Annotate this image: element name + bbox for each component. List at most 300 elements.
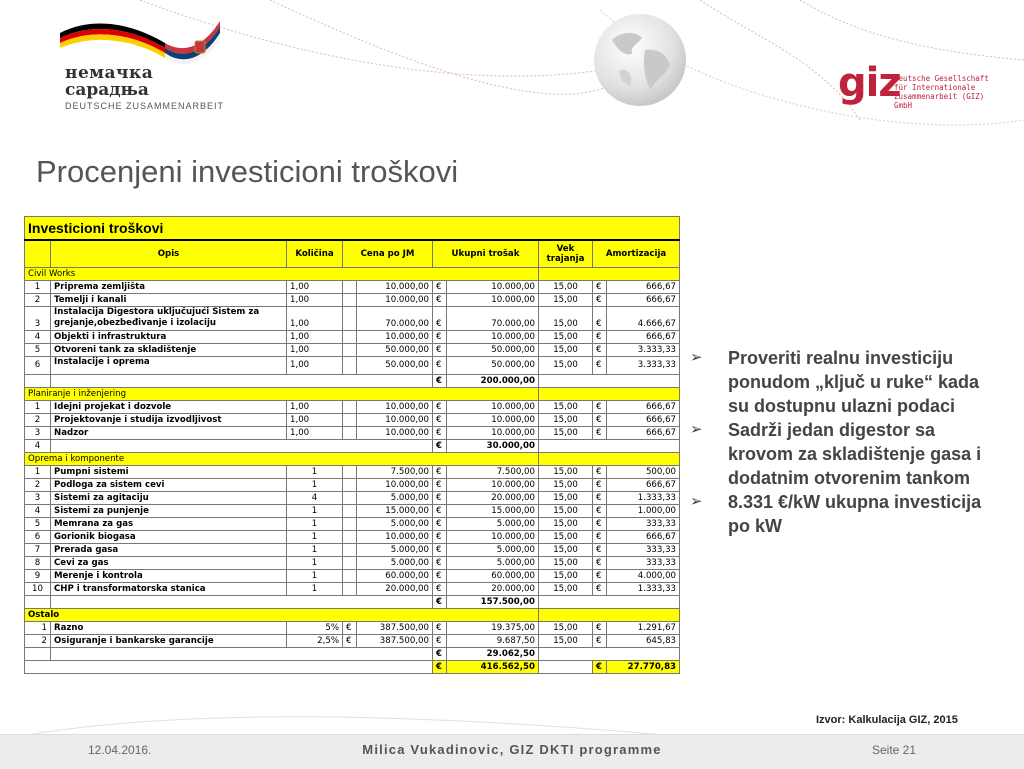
row-price-currency — [343, 414, 357, 427]
section-name: Civil Works — [25, 268, 539, 281]
row-total-currency: € — [433, 635, 447, 648]
row-number: 1 — [25, 622, 51, 635]
row-price: 10.000,00 — [357, 401, 433, 414]
row-total-currency: € — [433, 466, 447, 479]
row-total: 10.000,00 — [447, 427, 539, 440]
row-total: 10.000,00 — [447, 414, 539, 427]
row-number: 3 — [25, 307, 51, 331]
row-total-currency: € — [433, 307, 447, 331]
nemacka-saradnja-logo — [55, 15, 235, 115]
row-number: 10 — [25, 583, 51, 596]
row-total: 5.000,00 — [447, 518, 539, 531]
table-title-row — [25, 217, 680, 241]
row-life: 15,00 — [539, 344, 593, 357]
row-description: Nadzor — [51, 427, 287, 440]
row-amortization: 1.000,00 — [607, 505, 680, 518]
arrow-bullet-icon: ➢ — [690, 493, 703, 510]
row-quantity: 1,00 — [287, 357, 343, 375]
row-life: 15,00 — [539, 505, 593, 518]
row-total-currency: € — [433, 544, 447, 557]
section-row — [25, 388, 680, 401]
row-total-currency: € — [433, 622, 447, 635]
table-row — [25, 583, 680, 596]
row-life: 15,00 — [539, 331, 593, 344]
row-number: 5 — [25, 518, 51, 531]
row-amort-currency: € — [593, 518, 607, 531]
row-price-currency: € — [343, 622, 357, 635]
subtotal-currency: € — [433, 440, 447, 453]
row-number: 7 — [25, 544, 51, 557]
row-amort-currency: € — [593, 570, 607, 583]
row-amort-currency: € — [593, 479, 607, 492]
table-row — [25, 492, 680, 505]
row-total: 20.000,00 — [447, 583, 539, 596]
section-blank — [539, 388, 680, 401]
table-row — [25, 427, 680, 440]
row-price: 10.000,00 — [357, 427, 433, 440]
row-description: Podloga za sistem cevi — [51, 479, 287, 492]
row-price-currency: € — [343, 635, 357, 648]
row-quantity: 1,00 — [287, 344, 343, 357]
subtotal-value: 29.062,50 — [447, 648, 539, 661]
subtotal-number — [25, 375, 51, 388]
logo-line3: DEUTSCHE ZUSAMMENARBEIT — [65, 101, 225, 111]
row-quantity: 2,5% — [287, 635, 343, 648]
row-amortization: 333,33 — [607, 557, 680, 570]
footer-author: Milica Vukadinovic, GIZ DKTI programme — [362, 742, 662, 757]
table-title: Investicioni troškovi — [25, 217, 680, 241]
row-total: 10.000,00 — [447, 531, 539, 544]
row-life: 15,00 — [539, 479, 593, 492]
row-number: 3 — [25, 427, 51, 440]
row-total-currency: € — [433, 492, 447, 505]
header-qty: Količina — [287, 240, 343, 268]
row-number: 2 — [25, 294, 51, 307]
header-price: Cena po JM — [343, 240, 433, 268]
table-row — [25, 414, 680, 427]
row-price: 60.000,00 — [357, 570, 433, 583]
row-life: 15,00 — [539, 531, 593, 544]
row-life: 15,00 — [539, 544, 593, 557]
row-description: Instalacija Digestora uključujući Sistem za grejanje,obezbeđivanje i izolaciju — [51, 307, 287, 331]
subtotal-row — [25, 648, 680, 661]
row-description: Prerada gasa — [51, 544, 287, 557]
row-amortization: 4.666,67 — [607, 307, 680, 331]
row-amortization: 645,83 — [607, 635, 680, 648]
row-price: 10.000,00 — [357, 479, 433, 492]
header-life: Vek trajanja — [539, 240, 593, 268]
logo-line1: немачка — [65, 63, 154, 83]
grand-total-currency: € — [433, 661, 447, 674]
row-amortization: 666,67 — [607, 479, 680, 492]
row-total-currency: € — [433, 331, 447, 344]
bullet-item: ➢ Sadrži jedan digestor sa krovom za skladištenje gasa i dodatnim otvorenim tankom — [690, 420, 982, 488]
row-number: 8 — [25, 557, 51, 570]
row-total: 10.000,00 — [447, 479, 539, 492]
row-price: 5.000,00 — [357, 557, 433, 570]
row-total: 10.000,00 — [447, 294, 539, 307]
subtotal-blank-right — [539, 648, 680, 661]
arrow-bullet-icon: ➢ — [690, 421, 703, 438]
subtotal-value: 200.000,00 — [447, 375, 539, 388]
subtotal-blank-right — [539, 375, 680, 388]
row-description: Idejni projekat i dozvole — [51, 401, 287, 414]
row-price-currency — [343, 281, 357, 294]
row-price-currency — [343, 570, 357, 583]
row-price: 387.500,00 — [357, 622, 433, 635]
row-life: 15,00 — [539, 492, 593, 505]
row-amortization: 666,67 — [607, 331, 680, 344]
row-amortization: 666,67 — [607, 414, 680, 427]
row-number: 4 — [25, 505, 51, 518]
row-number: 9 — [25, 570, 51, 583]
row-price-currency — [343, 427, 357, 440]
row-price: 20.000,00 — [357, 583, 433, 596]
row-total-currency: € — [433, 583, 447, 596]
row-number: 2 — [25, 414, 51, 427]
row-amort-currency: € — [593, 427, 607, 440]
row-total-currency: € — [433, 427, 447, 440]
row-quantity: 1,00 — [287, 427, 343, 440]
table-row — [25, 505, 680, 518]
row-quantity: 1 — [287, 570, 343, 583]
table-row — [25, 294, 680, 307]
flag-ribbon-icon — [55, 15, 225, 65]
row-amort-currency: € — [593, 294, 607, 307]
row-amort-currency: € — [593, 492, 607, 505]
section-row — [25, 609, 680, 622]
row-amortization: 666,67 — [607, 531, 680, 544]
row-number: 4 — [25, 331, 51, 344]
table-row — [25, 518, 680, 531]
row-amortization: 666,67 — [607, 401, 680, 414]
slide-title: Procenjeni investicioni troškovi — [36, 154, 459, 189]
table-row — [25, 531, 680, 544]
row-price: 50.000,00 — [357, 344, 433, 357]
row-amort-currency: € — [593, 357, 607, 375]
row-life: 15,00 — [539, 583, 593, 596]
row-price-currency — [343, 544, 357, 557]
row-total: 50.000,00 — [447, 344, 539, 357]
header-amort: Amortizacija — [593, 240, 680, 268]
row-amortization: 3.333,33 — [607, 357, 680, 375]
row-price-currency — [343, 331, 357, 344]
row-price: 10.000,00 — [357, 531, 433, 544]
row-quantity: 1,00 — [287, 294, 343, 307]
row-price-currency — [343, 294, 357, 307]
row-description: Pumpni sistemi — [51, 466, 287, 479]
row-quantity: 1,00 — [287, 281, 343, 294]
row-description: CHP i transformatorska stanica — [51, 583, 287, 596]
row-quantity: 1 — [287, 518, 343, 531]
row-total: 10.000,00 — [447, 331, 539, 344]
row-description: Otvoreni tank za skladištenje — [51, 344, 287, 357]
row-total-currency: € — [433, 479, 447, 492]
table-row — [25, 307, 680, 331]
subtotal-currency: € — [433, 375, 447, 388]
table-row — [25, 544, 680, 557]
row-quantity: 1,00 — [287, 307, 343, 331]
section-row — [25, 453, 680, 466]
subtotal-blank — [51, 375, 433, 388]
table-row — [25, 622, 680, 635]
row-description: Instalacije i oprema — [51, 357, 287, 375]
subtotal-currency: € — [433, 596, 447, 609]
row-amortization: 666,67 — [607, 427, 680, 440]
table-row — [25, 479, 680, 492]
row-number: 6 — [25, 357, 51, 375]
globe-icon — [590, 10, 690, 110]
row-price-currency — [343, 531, 357, 544]
subtotal-row — [25, 440, 680, 453]
row-price: 10.000,00 — [357, 414, 433, 427]
row-price: 10.000,00 — [357, 331, 433, 344]
grand-total-row — [25, 661, 680, 674]
row-amort-currency: € — [593, 544, 607, 557]
row-total: 70.000,00 — [447, 307, 539, 331]
footer-date: 12.04.2016. — [88, 743, 152, 757]
table-row — [25, 331, 680, 344]
row-amort-currency: € — [593, 466, 607, 479]
row-life: 15,00 — [539, 557, 593, 570]
subtotal-row — [25, 596, 680, 609]
row-price: 7.500,00 — [357, 466, 433, 479]
source-note: Izvor: Kalkulacija GIZ, 2015 — [816, 714, 958, 726]
row-life: 15,00 — [539, 401, 593, 414]
row-life: 15,00 — [539, 622, 593, 635]
row-description: Gorionik biogasa — [51, 531, 287, 544]
row-quantity: 1 — [287, 531, 343, 544]
row-total: 19.375,00 — [447, 622, 539, 635]
giz-line2: für Internationale — [894, 83, 976, 92]
row-price-currency — [343, 583, 357, 596]
row-amort-currency: € — [593, 583, 607, 596]
row-price-currency — [343, 492, 357, 505]
row-amort-currency: € — [593, 414, 607, 427]
row-total-currency: € — [433, 557, 447, 570]
row-description: Osiguranje i bankarske garancije — [51, 635, 287, 648]
row-quantity: 1,00 — [287, 414, 343, 427]
row-price-currency — [343, 401, 357, 414]
row-total-currency: € — [433, 518, 447, 531]
row-amortization: 1.333,33 — [607, 492, 680, 505]
table-row — [25, 466, 680, 479]
row-life: 15,00 — [539, 518, 593, 531]
section-name: Oprema i komponente — [25, 453, 539, 466]
row-price-currency — [343, 518, 357, 531]
row-life: 15,00 — [539, 427, 593, 440]
row-description: Cevi za gas — [51, 557, 287, 570]
row-description: Sistemi za agitaciju — [51, 492, 287, 505]
row-number: 5 — [25, 344, 51, 357]
row-total-currency: € — [433, 414, 447, 427]
row-total: 10.000,00 — [447, 401, 539, 414]
giz-line3: Zusammenarbeit (GIZ) GmbH — [894, 92, 985, 110]
grand-total-value: 416.562,50 — [447, 661, 539, 674]
section-blank — [539, 268, 680, 281]
row-price: 387.500,00 — [357, 635, 433, 648]
row-amort-currency: € — [593, 344, 607, 357]
arrow-bullet-icon: ➢ — [690, 349, 703, 366]
row-amort-currency: € — [593, 331, 607, 344]
section-row — [25, 268, 680, 281]
row-number: 1 — [25, 466, 51, 479]
row-life: 15,00 — [539, 281, 593, 294]
row-amortization: 1.291,67 — [607, 622, 680, 635]
row-price-currency — [343, 505, 357, 518]
table-row — [25, 635, 680, 648]
row-amort-currency: € — [593, 307, 607, 331]
row-price-currency — [343, 557, 357, 570]
row-number: 1 — [25, 401, 51, 414]
row-price: 50.000,00 — [357, 357, 433, 375]
row-amortization: 333,33 — [607, 544, 680, 557]
subtotal-blank-right — [539, 440, 680, 453]
row-total-currency: € — [433, 401, 447, 414]
row-quantity: 1,00 — [287, 401, 343, 414]
row-quantity: 1 — [287, 479, 343, 492]
bullet-item: ➢ Proveriti realnu investiciju ponudom „ključ u ruke“ kada su dostupnu ulazni podaci — [690, 348, 980, 416]
row-description: Projektovanje i studija izvodljivost — [51, 414, 287, 427]
row-total: 5.000,00 — [447, 544, 539, 557]
header-total: Ukupni trošak — [433, 240, 539, 268]
row-price: 10.000,00 — [357, 281, 433, 294]
row-total: 20.000,00 — [447, 492, 539, 505]
grand-amort-value: 27.770,83 — [607, 661, 680, 674]
row-life: 15,00 — [539, 414, 593, 427]
row-total-currency: € — [433, 344, 447, 357]
table-row — [25, 357, 680, 375]
section-blank — [539, 609, 680, 622]
subtotal-number — [25, 596, 51, 609]
row-amortization: 3.333,33 — [607, 344, 680, 357]
row-price: 10.000,00 — [357, 294, 433, 307]
row-life: 15,00 — [539, 570, 593, 583]
row-description: Sistemi za punjenje — [51, 505, 287, 518]
row-price-currency — [343, 479, 357, 492]
subtotal-number: 4 — [25, 440, 51, 453]
row-price: 5.000,00 — [357, 518, 433, 531]
table-row — [25, 570, 680, 583]
table-row — [25, 344, 680, 357]
row-life: 15,00 — [539, 307, 593, 331]
logo-line2: сарадња — [65, 80, 149, 100]
section-name: Planiranje i inženjering — [25, 388, 539, 401]
row-amortization: 1.333,33 — [607, 583, 680, 596]
footer-page-number: Seite 21 — [872, 743, 917, 757]
row-quantity: 1 — [287, 557, 343, 570]
investment-table — [24, 216, 680, 674]
row-amort-currency: € — [593, 635, 607, 648]
row-price: 70.000,00 — [357, 307, 433, 331]
row-price: 5.000,00 — [357, 544, 433, 557]
row-quantity: 5% — [287, 622, 343, 635]
row-amort-currency: € — [593, 557, 607, 570]
row-price-currency — [343, 357, 357, 375]
row-description: Priprema zemljišta — [51, 281, 287, 294]
row-total: 9.687,50 — [447, 635, 539, 648]
row-life: 15,00 — [539, 635, 593, 648]
row-amort-currency: € — [593, 401, 607, 414]
row-life: 15,00 — [539, 294, 593, 307]
row-total: 5.000,00 — [447, 557, 539, 570]
row-amortization: 4.000,00 — [607, 570, 680, 583]
row-total: 50.000,00 — [447, 357, 539, 375]
row-price: 15.000,00 — [357, 505, 433, 518]
subtotal-blank-right — [539, 596, 680, 609]
bullet-list — [690, 346, 990, 538]
section-name: Ostalo — [25, 609, 539, 622]
row-price-currency — [343, 466, 357, 479]
row-amort-currency: € — [593, 505, 607, 518]
row-description: Temelji i kanali — [51, 294, 287, 307]
row-total-currency: € — [433, 357, 447, 375]
subtotal-number — [25, 648, 51, 661]
row-total-currency: € — [433, 294, 447, 307]
subtotal-blank — [51, 596, 433, 609]
row-number: 1 — [25, 281, 51, 294]
row-description: Merenje i kontrola — [51, 570, 287, 583]
row-total-currency: € — [433, 570, 447, 583]
table-row — [25, 401, 680, 414]
row-life: 15,00 — [539, 466, 593, 479]
row-total: 7.500,00 — [447, 466, 539, 479]
row-total: 60.000,00 — [447, 570, 539, 583]
row-quantity: 1 — [287, 505, 343, 518]
row-number: 2 — [25, 479, 51, 492]
grand-amort-currency: € — [593, 661, 607, 674]
row-amortization: 500,00 — [607, 466, 680, 479]
row-quantity: 1 — [287, 583, 343, 596]
row-total-currency: € — [433, 505, 447, 518]
row-total-currency: € — [433, 281, 447, 294]
header-desc: Opis — [51, 240, 287, 268]
row-total: 15.000,00 — [447, 505, 539, 518]
row-description: Objekti i infrastruktura — [51, 331, 287, 344]
row-amortization: 333,33 — [607, 518, 680, 531]
giz-line1: Deutsche Gesellschaft — [894, 74, 989, 83]
row-quantity: 1 — [287, 466, 343, 479]
giz-mark: giz — [838, 60, 901, 106]
subtotal-blank — [51, 648, 433, 661]
giz-logo — [838, 60, 998, 110]
section-blank — [539, 453, 680, 466]
row-quantity: 1 — [287, 544, 343, 557]
row-quantity: 1,00 — [287, 331, 343, 344]
row-amort-currency: € — [593, 281, 607, 294]
subtotal-blank — [51, 440, 433, 453]
row-amortization: 666,67 — [607, 281, 680, 294]
row-price: 5.000,00 — [357, 492, 433, 505]
row-total-currency: € — [433, 531, 447, 544]
row-number: 6 — [25, 531, 51, 544]
subtotal-currency: € — [433, 648, 447, 661]
row-amort-currency: € — [593, 531, 607, 544]
row-quantity: 4 — [287, 492, 343, 505]
grand-total-gap — [539, 661, 593, 674]
subtotal-value: 157.500,00 — [447, 596, 539, 609]
row-amort-currency: € — [593, 622, 607, 635]
row-life: 15,00 — [539, 357, 593, 375]
row-description: Memrana za gas — [51, 518, 287, 531]
row-number: 2 — [25, 635, 51, 648]
row-number: 3 — [25, 492, 51, 505]
bullet-item: ➢ 8.331 €/kW ukupna investicija po kW — [690, 492, 982, 536]
table-header-row — [25, 240, 680, 268]
row-price-currency — [343, 344, 357, 357]
table-row — [25, 557, 680, 570]
row-price-currency — [343, 307, 357, 331]
